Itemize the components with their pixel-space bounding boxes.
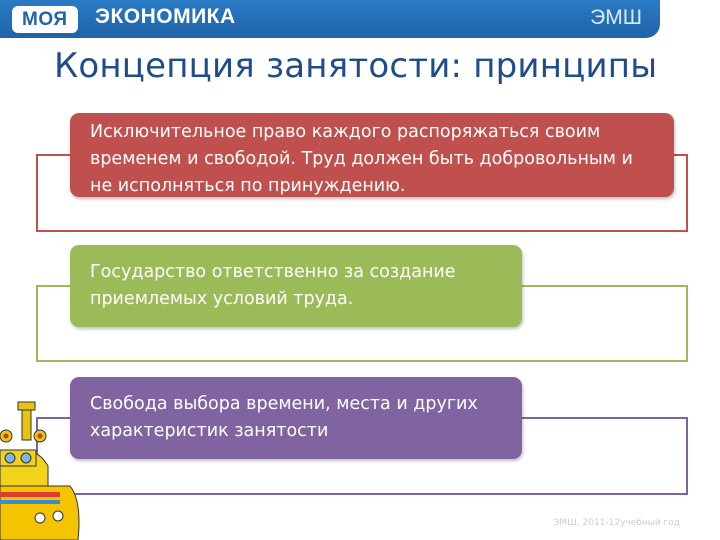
principle-box-1: Исключительное право каждого распоряжаться своим временем и свободой. Труд должен быть добровольным и не исполняться по принуждению.: [70, 113, 674, 197]
footer-note: ЭМШ, 2011-12учебный год: [553, 518, 680, 528]
principle-box-2: Государство ответственно за создание приемлемых условий труда.: [70, 245, 522, 327]
yellow-submarine-icon: [0, 396, 82, 540]
page-title: Концепция занятости: принципы: [54, 46, 658, 86]
brand-logo-emsh: ЭМШ: [590, 6, 642, 29]
principle-box-3: Свобода выбора времени, места и других характеристик занятости: [70, 377, 522, 459]
brand-logo-moya: МОЯ: [12, 6, 78, 33]
brand-logo-ekonomika: ЭКОНОМИКА: [95, 5, 236, 28]
header-banner: [0, 0, 660, 38]
